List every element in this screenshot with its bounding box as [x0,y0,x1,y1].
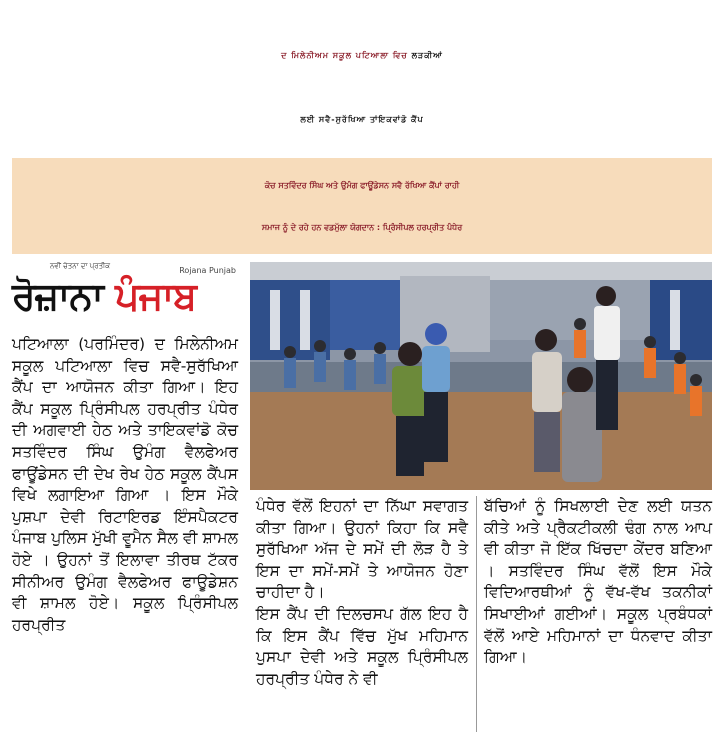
masthead-title-black: ਰੋਜ਼ਾਨਾ [12,274,103,318]
article-col2-paragraph-2: ਇਸ ਕੈਂਪ ਦੀ ਦਿਲਚਸਪ ਗੱਲ ਇਹ ਹੈ ਕਿ ਇਸ ਕੈਂਪ ਵਿੱਚ ਮੁੱਖ ਮਹਿਮਾਨ ਪੁਸਪਾ ਦੇਵੀ ਅਤੇ ਸਕੂਲ ਪ੍ਰਿੰਸੀਪਲ ਹਰਪ੍ਰੀਤ ਪੰਧੇਰ ਨੇ ਵੀ [256,604,468,688]
headline-black-text: ਲੜਕੀਆਂ [411,51,443,60]
headline-line-2: ਲਈ ਸਵੈ-ਸੁਰੱਖਿਆ ਤਾਂਇਕਵਾਂਡੋ ਕੈਂਪ [300,115,424,124]
masthead-title [12,272,196,320]
masthead-brand-latin: Rojana Punjab [179,266,236,275]
masthead-title-red: ਪੰਜਾਬ [115,274,196,318]
headline-red-text: ਦ ਮਿਲੇਨੀਅਮ ਸਕੂਲ ਪਟਿਆਲਾ ਵਿਚ [281,51,408,60]
article-column-1 [12,334,238,636]
article-col3-text: ਬੱਚਿਆਂ ਨੂੰ ਸਿਖਲਾਈ ਦੇਣ ਲਈ ਯਤਨ ਕੀਤੇ ਅਤੇ ਪ੍ਰੈਕਟੀਕਲੀ ਢੰਗ ਨਾਲ ਆਪ ਵੀ ਕੀਤਾ ਜੋ ਇੱਕ ਖਿੱਚਦਾ ਕੇਂਦਰ ਬਣਿਆ । ਸਤਵਿੰਦਰ ਸਿੰਘ ਵੱਲੋਂ ਇਸ ਮੌਕੇ ਵਿਦਿਆਰਥੀਆਂ ਨੂੰ ਵੱਖ-ਵੱਖ ਤਕਨੀਕਾਂ ਸਿਖਾਈਆਂ ਗਈਆਂ। ਸਕੂਲ ਪ੍ਰਬੰਧਕਾਂ ਵੱਲੋਂ ਆਏ ਮਹਿਮਾਨਾਂ ਦਾ ਧੰਨਵਾਦ ਕੀਤਾ ਗਿਆ। [484,497,712,667]
article-col1-text: ਪਟਿਆਲਾ (ਪਰਮਿੰਦਰ) ਦ ਮਿਲੇਨੀਅਮ ਸਕੂਲ ਪਟਿਆਲਾ ਵਿਚ ਸਵੈ-ਸੁਰੱਖਿਆ ਕੈਂਪ ਦਾ ਆਯੋਜਨ ਕੀਤਾ ਗਿਆ। ਇਹ ਕੈਂਪ ਸਕੂਲ ਪ੍ਰਿੰਸੀਪਲ ਹਰਪ੍ਰੀਤ ਪੰਧੇਰ ਦੀ ਅਗਵਾਈ ਹੇਠ ਅਤੇ ਤਾਇਕਵਾਂਡੋ ਕੋਚ ਸਤਵਿੰਦਰ ਸਿੰਘ ਉਮੰਗ ਵੈਲਫੇਅਰ ਫਾਊਂਡੇਸਨ ਦੀ ਦੇਖ ਰੇਖ ਹੇਠ ਸਕੂਲ ਕੈਂਪਸ ਵਿਖੇ ਲਗਾਇਆ ਗਿਆ । ਇਸ ਮੌਕੇ ਪੁਸ਼ਪਾ ਦੇਵੀ ਰਿਟਾਇਰਡ ਇੰਸਪੈਕਟਰ ਪੰਜਾਬ ਪੁਲਿਸ ਮੁੱਖੀ ਵੂਮੈਨ ਸੈਲ ਵੀ ਸ਼ਾਮਲ ਹੋਏ । ਉਹਨਾਂ ਤੋਂ ਇਲਾਵਾ ਤੀਰਥ ਟੱਕਰ ਸੀਨੀਅਰ ਉਮੰਗ ਵੈਲਫੇਅਰ ਫਾਊਡੇਸ਼ਨ ਵੀ ਸ਼ਾਮਲ ਹੋਏ। ਸਕੂਲ ਪ੍ਰਿੰਸੀਪਲ ਹਰਪ੍ਰੀਤ [12,335,238,634]
article-column-2 [256,496,468,690]
article-col2-paragraph-1: ਪੰਧੇਰ ਵੱਲੋਂ ਇਹਨਾਂ ਦਾ ਨਿੱਘਾ ਸਵਾਗਤ ਕੀਤਾ ਗਿਆ। ਉਹਨਾਂ ਕਿਹਾ ਕਿ ਸਵੈ ਸੁਰੱਖਿਆ ਅੱਜ ਦੇ ਸਮੇਂ ਦੀ ਲੋੜ ਹੈ ਤੇ ਇਸ ਦਾ ਸਮੇਂ-ਸਮੇਂ ਤੇ ਆਯੋਜਨ ਹੋਣਾ ਚਾਹੀਦਾ ਹੈ। [256,497,468,602]
newspaper-masthead [12,262,240,324]
subheadline-line-1: ਕੋਚ ਸਤਵਿੰਦਰ ਸਿੰਘ ਅਤੇ ਉਮੰਗ ਫਾਊਂਡੇਸਨ ਸਵੈ ਰੱਖਿਆ ਕੈਂਪਾਂ ਰਾਹੀ [264,181,460,190]
event-photo-illustration [250,262,712,490]
column-divider [476,496,477,732]
event-photo [250,262,712,490]
article-column-3 [484,496,712,669]
subheadline-box [12,158,712,254]
masthead-tagline: ਨਵੀਂ ਚੇਤਨਾ ਦਾ ਪ੍ਰਤੀਕ [50,262,110,270]
subheadline-line-2: ਸਮਾਜ ਨੂੰ ਦੇ ਰਹੇ ਹਨ ਵਡਮੁੱਲਾ ਯੋਗਦਾਨ : ਪ੍ਰਿੰਸੀਪਲ ਹਰਪ੍ਰੀਤ ਪੰਧੇਰ [261,223,463,232]
headline-line-1 [0,32,724,80]
